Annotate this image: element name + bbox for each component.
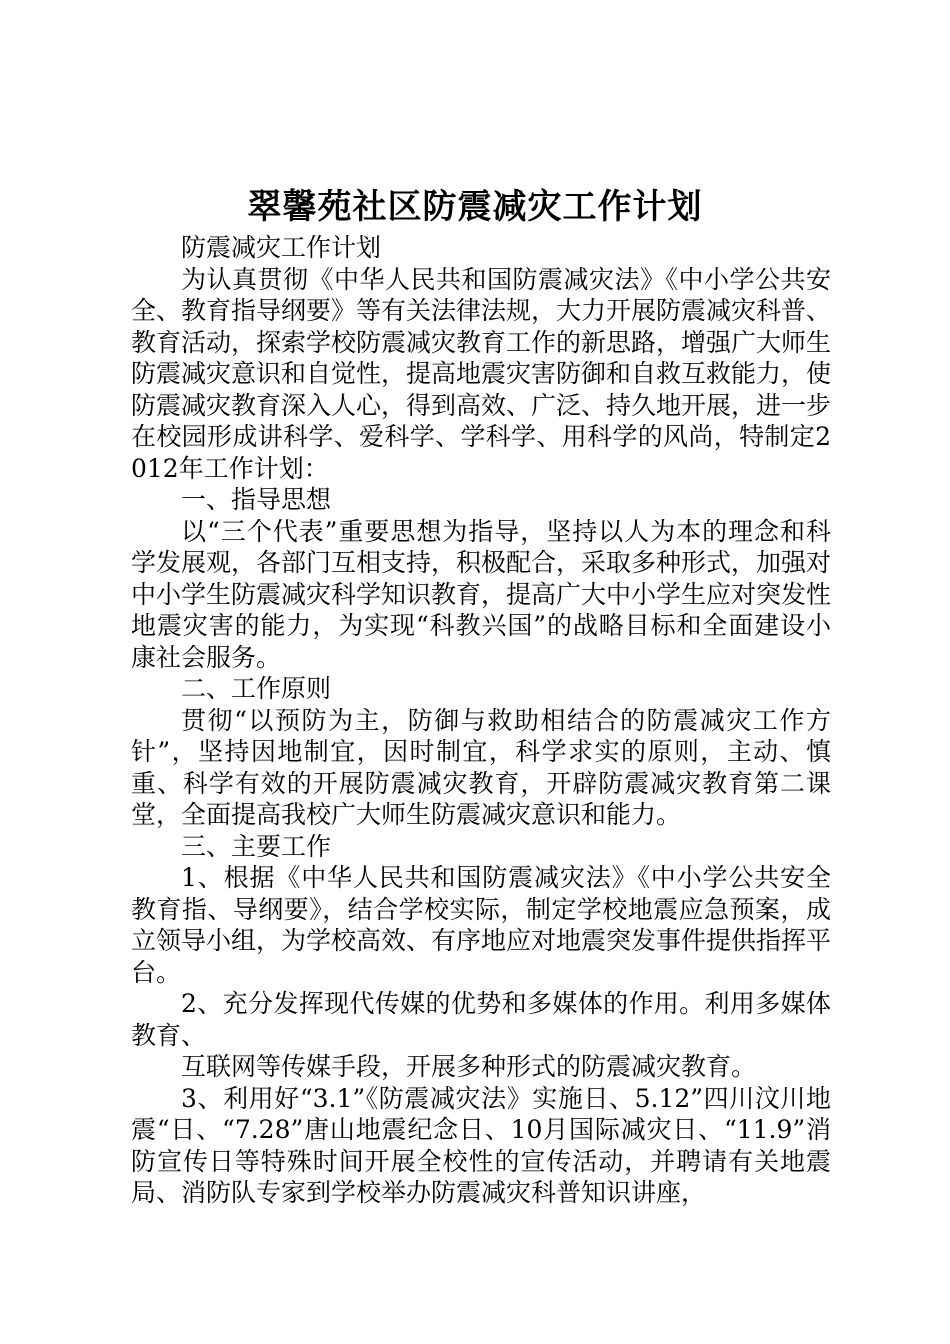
document-body: [131, 232, 831, 1209]
paragraph-work-principles: 贯彻“以预防为主，防御与救助相结合的防震减灾工作方针”，坚持因地制宜，因时制宜，科学求实的原则，主动、慎重、科学有效的开展防震减灾教育，开辟防震减灾教育第二课堂，全面提高我校广大师生防震减灾意识和能力。: [131, 705, 831, 829]
paragraph-main-work-1: 1、根据《中华人民共和国防震减灾法》《中小学公共安全教育指、导纲要》，结合学校实际，制定学校地震应急预案，成立领导小组，为学校高效、有序地应对地震突发事件提供指挥平台。: [131, 863, 832, 987]
paragraph-main-work-3: 3、利用好“3.1”《防震减灾法》实施日、5.12”四川汶川地震“日、“7.28”唐山地震纪念日、10月国际减灾日、“11.9”消防宣传日等特殊时间开展全校性的宣传活动，并聘请有关地震局、消防队专家到学校举办防震减灾科普知识讲座，: [131, 1083, 831, 1207]
section-heading-work-principles: 二、工作原则: [181, 674, 332, 703]
document-title: 翠馨苑社区防震减灾工作计划: [247, 187, 703, 227]
paragraph-subtitle: 防震减灾工作计划: [181, 233, 382, 262]
paragraph-guiding-thought: 以“三个代表”重要思想为指导，坚持以人为本的理念和科学发展观，各部门互相支持，积极配合，采取多种形式，加强对中小学生防震减灾科学知识教育，提高广大中小学生应对突发性地震灾害的能力，为实现“科教兴国”的战略目标和全面建设小康社会服务。: [131, 516, 832, 672]
section-heading-main-work: 三、主要工作: [181, 831, 332, 861]
paragraph-main-work-2-cont: 互联网等传媒手段，开展多种形式的防震减灾教育。: [181, 1052, 757, 1081]
paragraph-intro: 为认真贯彻《中华人民共和国防震减灾法》《中小学公共安全、教育指导纲要》等有关法律法规，大力开展防震减灾科普、教育活动，探索学校防震减灾教育工作的新思路，增强广大师生防震减灾意识和自觉性，提高地震灾害防御和自救互救能力，使防震减灾教育深入人心，得到高效、广泛、持久地开展，进一步在校园形成讲科学、爱科学、学科学、用科学的风尚，特制定2012年工作计划：: [131, 264, 832, 483]
section-heading-guiding-thought: 一、指导思想: [181, 485, 332, 514]
paragraph-main-work-2: 2、充分发挥现代传媒的优势和多媒体的作用。利用多媒体教育、: [131, 989, 831, 1050]
